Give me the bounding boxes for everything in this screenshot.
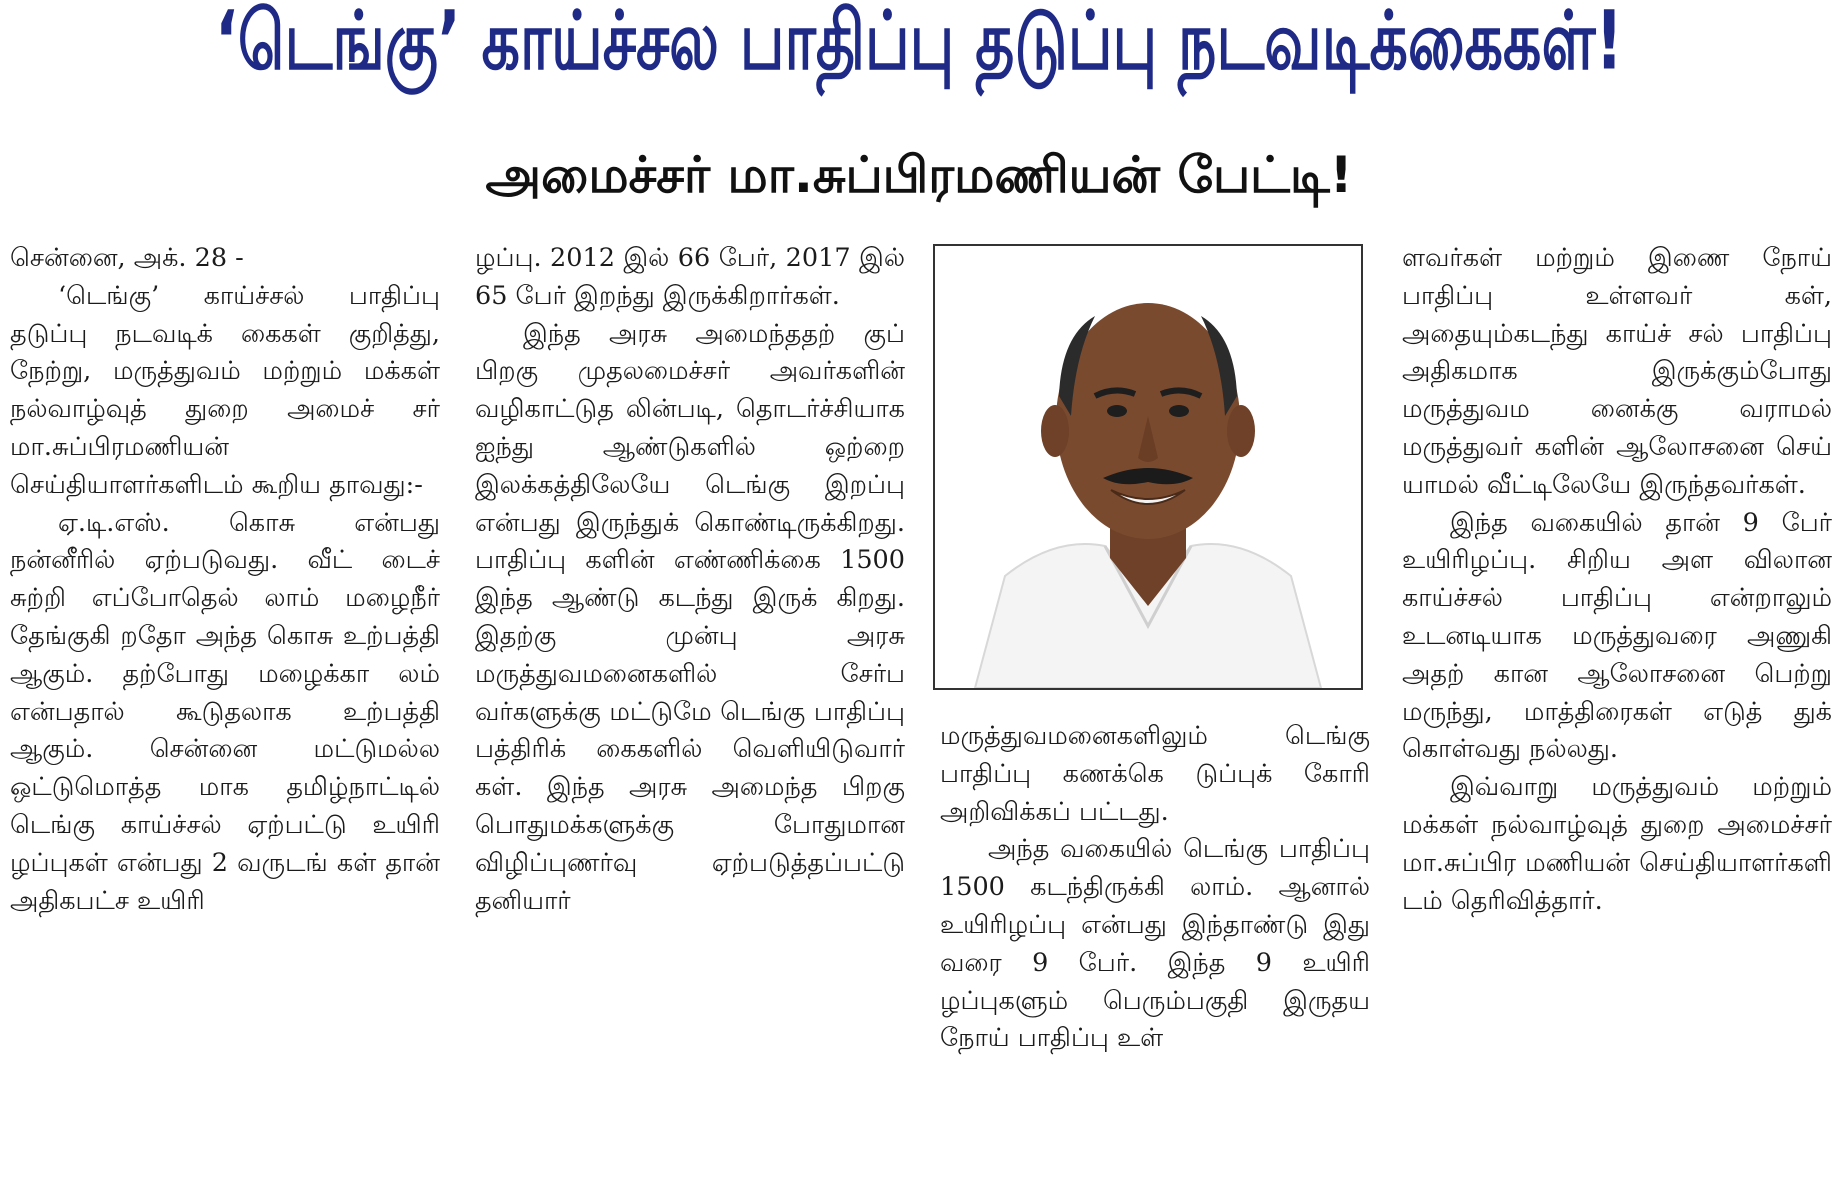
- article-column-1: [10, 240, 440, 1178]
- article-column-4: [1402, 240, 1832, 1178]
- paragraph: மருத்துவமனைகளிலும் டெங்கு பாதிப்பு கணக்கெ டுப்புக் கோரி அறிவிக்கப் பட்டது.: [940, 721, 1370, 827]
- paragraph: இவ்வாறு மருத்துவம் மற்றும் மக்கள் நல்வாழ்வுத் துறை அமைச்சர் மா.சுப்பிர மணியன் செய்தியாளர்களி டம் தெரிவித்தார்.: [1402, 772, 1832, 916]
- paragraph: ஏ.டி.எஸ். கொசு என்பது நன்னீரில் ஏற்படுவது. வீட் டைச் சுற்றி எப்போதெல் லாம் மழைநீர் தேங்குகி றதோ அந்த கொசு உற்பத்தி ஆகும். தற்போது மழைக்கா லம் என்பதால் கூடுதலாக உற்பத்தி ஆகும். சென்னை மட்டுமல்ல ஒட்டுமொத்த மாக தமிழ்நாட்டில் டெங்கு காய்ச்சல் ஏற்பட்டு உயிரி ழப்புகள் என்பது 2 வருடங் கள் தான் அதிகபட்ச உயிரி: [10, 507, 440, 916]
- paragraph: ‘டெங்கு’ காய்ச்சல் பாதிப்பு தடுப்பு நடவடிக் கைகள் குறித்து, நேற்று, மருத்துவம் மற்றும் மக்கள் நல்வாழ்வுத் துறை அமைச் சர் மா.சுப்பிரமணியன் செய்தியாளர்களிடம் கூறிய தாவது:-: [10, 280, 440, 500]
- paragraph: அந்த வகையில் டெங்கு பாதிப்பு 1500 கடந்திருக்கி லாம். ஆனால் உயிரிழப்பு என்பது இந்தாண்டு இது வரை 9 பேர். இந்த 9 உயிரி ழப்புகளும் பெரும்பகுதி இருதய நோய் பாதிப்பு உள்: [940, 834, 1370, 1054]
- subheadline: அமைச்சர் மா.சுப்பிரமணியன் பேட்டி!: [485, 145, 1353, 204]
- headline: ‘டெங்கு’ காய்ச்சல பாதிப்பு தடுப்பு நடவடிக்கைகள்!: [215, 0, 1623, 89]
- dateline: சென்னை, அக். 28 -: [10, 243, 244, 273]
- portrait-photo-icon: [935, 246, 1361, 688]
- paragraph: ழப்பு. 2012 இல் 66 பேர், 2017 இல் 65 பேர் இறந்து இருக்கிறார்கள்.: [475, 243, 905, 311]
- article-column-2: [475, 240, 905, 1178]
- paragraph: இந்த வகையில் தான் 9 பேர் உயிரிழப்பு. சிறிய அள விலான காய்ச்சல் பாதிப்பு என்றாலும் உடனடியாக மருத்துவரை அணுகி அதற் கான ஆலோசனை பெற்று மருந்து, மாத்திரைகள் எடுத் துக் கொள்வது நல்லது.: [1402, 507, 1832, 765]
- paragraph: ளவர்கள் மற்றும் இணை நோய் பாதிப்பு உள்ளவர் கள், அதையும்கடந்து காய்ச் சல் பாதிப்பு அதிகமாக இருக்கும்போது மருத்துவம னைக்கு வராமல் மருத்துவர் களின் ஆலோசனை செய் யாமல் வீட்டிலேயே இருந்தவர்கள்.: [1402, 243, 1832, 500]
- minister-photo: [933, 244, 1363, 690]
- paragraph: இந்த அரசு அமைந்ததற் குப் பிறகு முதலமைச்சர் அவர்களின் வழிகாட்டுத லின்படி, தொடர்ச்சியாக ஐந்து ஆண்டுகளில் ஒற்றை இலக்கத்திலேயே டெங்கு இறப்பு என்பது இருந்துக் கொண்டிருக்கிறது. பாதிப்பு களின் எண்ணிக்கை 1500 இந்த ஆண்டு கடந்து இருக் கிறது. இதற்கு முன்பு அரசு மருத்துவமனைகளில் சேர்ப வர்களுக்கு மட்டுமே டெங்கு பாதிப்பு பத்திரிக் கைகளில் வெளியிடுவார் கள். இந்த அரசு அமைந்த பிறகு பொதுமக்களுக்கு போதுமான விழிப்புணர்வு ஏற்படுத்தப்பட்டு தனியார்: [475, 318, 905, 916]
- article-column-3: [940, 718, 1370, 1178]
